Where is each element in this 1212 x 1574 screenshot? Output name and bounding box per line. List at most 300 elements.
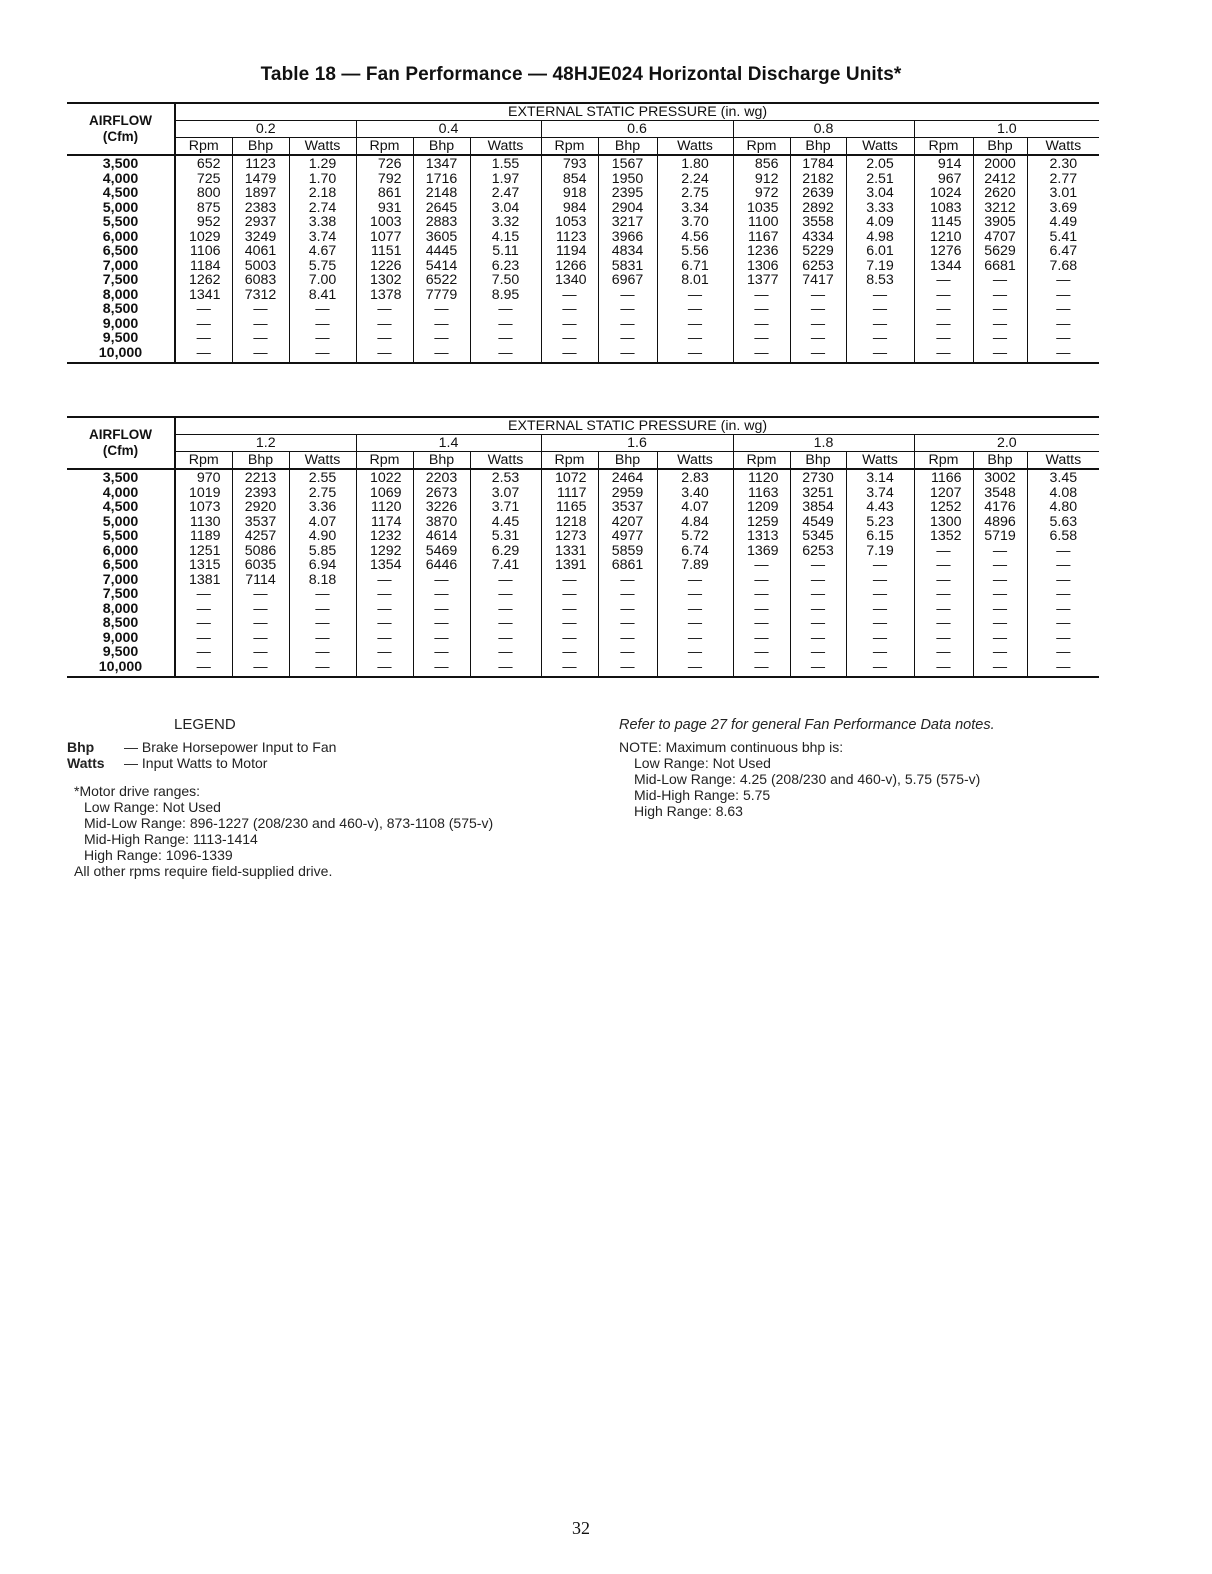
rpm-value: 1218 (541, 515, 598, 530)
airflow-value: 4,000 (102, 485, 139, 500)
rpm-value: — (175, 616, 232, 631)
rpm-value: — (914, 558, 973, 573)
rpm-value: 972 (733, 186, 790, 201)
bhp-value: 1950 (598, 172, 657, 187)
table-row (67, 616, 1099, 631)
pressure-header: 0.2 (175, 121, 356, 138)
watts-value: 2.55 (289, 469, 356, 486)
watts-value: — (846, 573, 914, 588)
legend-title: LEGEND (174, 716, 236, 733)
rpm-value: 1210 (914, 230, 973, 245)
column-header-watts: Watts (657, 138, 733, 156)
watts-value: — (1027, 573, 1099, 588)
rpm-value: — (175, 331, 232, 346)
airflow-value: 9,000 (102, 630, 139, 645)
bhp-value: — (413, 302, 470, 317)
rpm-value: 1381 (175, 573, 232, 588)
watts-value: 1.80 (657, 155, 733, 172)
table-row (67, 346, 1099, 364)
watts-value: — (846, 587, 914, 602)
rpm-value: — (356, 317, 413, 332)
table-row (67, 602, 1099, 617)
rpm-value: 952 (175, 215, 232, 230)
bhp-value: — (790, 645, 846, 660)
rpm-value: 1300 (914, 515, 973, 530)
rpm-value: 1003 (356, 215, 413, 230)
table-row (67, 500, 1099, 515)
watts-value: 4.08 (1027, 486, 1099, 501)
watts-value: — (846, 558, 914, 573)
watts-value: — (846, 288, 914, 303)
table-row (67, 587, 1099, 602)
watts-value: — (1027, 602, 1099, 617)
watts-value: 1.29 (289, 155, 356, 172)
rpm-value: 1259 (733, 515, 790, 530)
column-header-rpm: Rpm (175, 452, 232, 470)
airflow-label: AIRFLOW (89, 113, 152, 128)
airflow-value: 4,000 (102, 171, 139, 186)
watts-value: — (470, 317, 541, 332)
rpm-value: 1184 (175, 259, 232, 274)
rpm-value: 856 (733, 155, 790, 172)
table-row (67, 244, 1099, 259)
watts-value: 7.19 (846, 544, 914, 559)
watts-value: 6.58 (1027, 529, 1099, 544)
watts-value: 2.51 (846, 172, 914, 187)
airflow-value: 6,000 (102, 543, 139, 558)
bhp-value: 1897 (232, 186, 289, 201)
bhp-value: — (973, 544, 1027, 559)
bhp-value: — (790, 331, 846, 346)
bhp-value: 6967 (598, 273, 657, 288)
bhp-value: — (598, 317, 657, 332)
rpm-value: 1340 (541, 273, 598, 288)
bhp-value: 7779 (413, 288, 470, 303)
bhp-value: 3905 (973, 215, 1027, 230)
rpm-value: 1341 (175, 288, 232, 303)
note-line: Low Range: Not Used (634, 755, 771, 771)
bhp-value: 2203 (413, 469, 470, 486)
pressure-header: 1.6 (541, 435, 733, 452)
watts-value: 4.43 (846, 500, 914, 515)
pressure-header: 0.8 (733, 121, 914, 138)
rpm-value: 1236 (733, 244, 790, 259)
airflow-value: 6,500 (102, 558, 139, 573)
watts-value: — (289, 331, 356, 346)
bhp-value: 7312 (232, 288, 289, 303)
watts-value: — (289, 645, 356, 660)
watts-value: — (289, 631, 356, 646)
pressure-header: 1.8 (733, 435, 914, 452)
watts-value: 3.07 (470, 486, 541, 501)
rpm-value: — (733, 616, 790, 631)
airflow-value: 5,500 (102, 215, 139, 230)
rpm-value: 1019 (175, 486, 232, 501)
bhp-value: 3249 (232, 230, 289, 245)
bhp-value: — (232, 346, 289, 364)
rpm-value: 1369 (733, 544, 790, 559)
bhp-value: 5414 (413, 259, 470, 274)
watts-value: 3.40 (657, 486, 733, 501)
bhp-value: 4896 (973, 515, 1027, 530)
bhp-value: 2673 (413, 486, 470, 501)
esp-header-row (67, 417, 1099, 435)
motor-drive-footnote (74, 783, 493, 879)
watts-value: — (289, 346, 356, 364)
bhp-value: 2412 (973, 172, 1027, 187)
watts-value: — (470, 331, 541, 346)
watts-value: 6.01 (846, 244, 914, 259)
watts-value: 2.24 (657, 172, 733, 187)
rpm-value: 1053 (541, 215, 598, 230)
column-header-rpm: Rpm (541, 452, 598, 470)
bhp-value: 2959 (598, 486, 657, 501)
watts-value: 5.31 (470, 529, 541, 544)
pressure-header: 1.0 (914, 121, 1099, 138)
rpm-value: — (541, 602, 598, 617)
watts-value: 4.49 (1027, 215, 1099, 230)
watts-value: — (846, 331, 914, 346)
legend-definition: — Brake Horsepower Input to Fan (124, 739, 337, 755)
table-row (67, 302, 1099, 317)
table-row (67, 660, 1099, 678)
bhp-value: 4207 (598, 515, 657, 530)
bhp-value: 3251 (790, 486, 846, 501)
bhp-value: 3226 (413, 500, 470, 515)
airflow-value: 6,000 (102, 229, 139, 244)
rpm-value: 1029 (175, 230, 232, 245)
column-header-bhp: Bhp (790, 138, 846, 156)
bhp-value: 1123 (232, 155, 289, 172)
airflow-header (67, 103, 175, 155)
rpm-value: — (914, 544, 973, 559)
rpm-value: 1194 (541, 244, 598, 259)
watts-value: 7.19 (846, 259, 914, 274)
rpm-value: — (175, 602, 232, 617)
watts-value: 3.01 (1027, 186, 1099, 201)
esp-header: EXTERNAL STATIC PRESSURE (in. wg) (175, 417, 1099, 435)
bhp-value: 1479 (232, 172, 289, 187)
watts-value: 7.41 (470, 558, 541, 573)
bhp-value: 2000 (973, 155, 1027, 172)
watts-value: — (1027, 631, 1099, 646)
bhp-value: 1784 (790, 155, 846, 172)
table-row (67, 201, 1099, 216)
bhp-value: 4549 (790, 515, 846, 530)
rpm-value: — (914, 302, 973, 317)
max-bhp-note (619, 739, 980, 819)
rpm-value: — (175, 645, 232, 660)
watts-value: — (1027, 331, 1099, 346)
watts-value: 3.32 (470, 215, 541, 230)
airflow-value: 9,000 (102, 316, 139, 331)
footnote-heading: *Motor drive ranges: (74, 783, 201, 799)
rpm-value: 1035 (733, 201, 790, 216)
bhp-value: 4707 (973, 230, 1027, 245)
bhp-value: — (232, 331, 289, 346)
watts-value: — (657, 317, 733, 332)
airflow-value: 7,500 (102, 587, 139, 602)
table-row (67, 172, 1099, 187)
column-header-rpm: Rpm (733, 138, 790, 156)
rpm-value: 1106 (175, 244, 232, 259)
column-header-rpm: Rpm (914, 452, 973, 470)
watts-value: — (657, 660, 733, 678)
airflow-value: 4,500 (102, 186, 139, 201)
watts-value: 3.70 (657, 215, 733, 230)
watts-value: 2.77 (1027, 172, 1099, 187)
watts-value: — (1027, 616, 1099, 631)
rpm-value: 854 (541, 172, 598, 187)
table-row (67, 631, 1099, 646)
rpm-value: — (175, 587, 232, 602)
bhp-value: — (598, 616, 657, 631)
watts-value: 2.75 (289, 486, 356, 501)
watts-value: 4.07 (657, 500, 733, 515)
rpm-value: — (541, 631, 598, 646)
watts-value: — (470, 302, 541, 317)
airflow-value: 8,500 (102, 302, 139, 317)
refer-note: Refer to page 27 for general Fan Performance Data notes. (619, 717, 995, 733)
column-header-bhp: Bhp (413, 138, 470, 156)
watts-value: 2.53 (470, 469, 541, 486)
watts-value: — (470, 587, 541, 602)
bhp-value: — (598, 645, 657, 660)
rpm-value: 1163 (733, 486, 790, 501)
watts-value: — (657, 616, 733, 631)
footnote-closing: All other rpms require field-supplied drive. (74, 863, 333, 879)
bhp-value: — (413, 573, 470, 588)
note-line: Mid-High Range: 5.75 (634, 787, 771, 803)
table-row (67, 331, 1099, 346)
bhp-value: 3537 (598, 500, 657, 515)
bhp-value: 4176 (973, 500, 1027, 515)
bhp-value: — (790, 631, 846, 646)
bhp-value: 2620 (973, 186, 1027, 201)
legend-abbr: Watts (67, 755, 105, 771)
rpm-value: 1262 (175, 273, 232, 288)
airflow-value: 7,000 (102, 572, 139, 587)
watts-value: — (1027, 288, 1099, 303)
rpm-value: — (733, 317, 790, 332)
bhp-value: 2892 (790, 201, 846, 216)
rpm-value: 861 (356, 186, 413, 201)
rpm-value: — (914, 602, 973, 617)
esp-header: EXTERNAL STATIC PRESSURE (in. wg) (175, 103, 1099, 121)
watts-value: — (657, 645, 733, 660)
rpm-value: 914 (914, 155, 973, 172)
rpm-value: — (914, 660, 973, 678)
rpm-value: 1024 (914, 186, 973, 201)
bhp-value: — (973, 346, 1027, 364)
bhp-value: 3537 (232, 515, 289, 530)
rpm-value: 967 (914, 172, 973, 187)
note-line: High Range: 8.63 (634, 803, 743, 819)
column-header-watts: Watts (470, 452, 541, 470)
rpm-value: 1174 (356, 515, 413, 530)
bhp-value: — (973, 558, 1027, 573)
table-row (67, 230, 1099, 245)
watts-value: 3.74 (846, 486, 914, 501)
bhp-value: — (413, 631, 470, 646)
bhp-value: — (790, 302, 846, 317)
rpm-value: 1083 (914, 201, 973, 216)
rpm-value: 652 (175, 155, 232, 172)
rpm-value: — (733, 645, 790, 660)
bhp-value: — (973, 317, 1027, 332)
watts-value: 2.74 (289, 201, 356, 216)
rpm-value: 1123 (541, 230, 598, 245)
rpm-value: 1232 (356, 529, 413, 544)
bhp-value: — (973, 273, 1027, 288)
watts-value: — (289, 660, 356, 678)
rpm-value: — (356, 346, 413, 364)
rpm-value: — (356, 602, 413, 617)
rpm-value: 984 (541, 201, 598, 216)
rpm-value: 1391 (541, 558, 598, 573)
column-header-rpm: Rpm (914, 138, 973, 156)
rpm-value: 875 (175, 201, 232, 216)
watts-value: 3.69 (1027, 201, 1099, 216)
bhp-value: 2904 (598, 201, 657, 216)
rpm-value: — (541, 587, 598, 602)
watts-value: — (846, 631, 914, 646)
watts-value: — (846, 317, 914, 332)
bhp-value: — (413, 602, 470, 617)
bhp-value: — (790, 573, 846, 588)
rpm-value: 1378 (356, 288, 413, 303)
rpm-value: — (914, 573, 973, 588)
bhp-value: 2148 (413, 186, 470, 201)
rpm-value: 912 (733, 172, 790, 187)
bhp-value: 2730 (790, 469, 846, 486)
bhp-value: — (232, 631, 289, 646)
rpm-value: 1266 (541, 259, 598, 274)
note-line: Mid-Low Range: 4.25 (208/230 and 460-v), 5.75 (575-v) (634, 771, 981, 787)
bhp-value: 1716 (413, 172, 470, 187)
watts-value: — (289, 587, 356, 602)
bhp-value: — (598, 660, 657, 678)
column-header-row (67, 138, 1099, 156)
table-row (67, 155, 1099, 172)
table-row (67, 645, 1099, 660)
rpm-value: 1073 (175, 500, 232, 515)
column-header-watts: Watts (289, 452, 356, 470)
watts-value: — (1027, 660, 1099, 678)
rpm-value: 931 (356, 201, 413, 216)
watts-value: 5.56 (657, 244, 733, 259)
rpm-value: — (356, 573, 413, 588)
table-row (67, 486, 1099, 501)
rpm-value: — (914, 616, 973, 631)
rpm-value: — (541, 660, 598, 678)
airflow-value: 10,000 (67, 660, 175, 678)
watts-value: — (657, 288, 733, 303)
column-header-watts: Watts (289, 138, 356, 156)
watts-value: 5.23 (846, 515, 914, 530)
bhp-value: 3212 (973, 201, 1027, 216)
watts-value: 6.15 (846, 529, 914, 544)
bhp-value: — (598, 573, 657, 588)
airflow-value: 7,000 (102, 258, 139, 273)
watts-value: 4.09 (846, 215, 914, 230)
watts-value: 5.85 (289, 544, 356, 559)
bhp-value: — (790, 288, 846, 303)
bhp-value: — (598, 331, 657, 346)
airflow-value: 8,000 (102, 287, 139, 302)
table-row (67, 469, 1099, 486)
bhp-value: 5469 (413, 544, 470, 559)
rpm-value: 793 (541, 155, 598, 172)
table-row (67, 573, 1099, 588)
bhp-value: — (232, 317, 289, 332)
rpm-value: 1069 (356, 486, 413, 501)
watts-value: — (1027, 544, 1099, 559)
legend-item-watts (67, 755, 267, 771)
rpm-value: — (914, 645, 973, 660)
rpm-value: 1276 (914, 244, 973, 259)
watts-value: 3.38 (289, 215, 356, 230)
bhp-value: 6446 (413, 558, 470, 573)
column-header-bhp: Bhp (973, 452, 1027, 470)
column-header-watts: Watts (1027, 452, 1099, 470)
watts-value: 2.30 (1027, 155, 1099, 172)
bhp-value: — (790, 346, 846, 364)
bhp-value: 2213 (232, 469, 289, 486)
watts-value: 3.74 (289, 230, 356, 245)
bhp-value: 7417 (790, 273, 846, 288)
table-row (67, 515, 1099, 530)
bhp-value: 2645 (413, 201, 470, 216)
watts-value: 1.70 (289, 172, 356, 187)
bhp-value: — (413, 331, 470, 346)
watts-value: 1.55 (470, 155, 541, 172)
bhp-value: — (973, 660, 1027, 678)
bhp-value: 2883 (413, 215, 470, 230)
bhp-value: 4061 (232, 244, 289, 259)
watts-value: — (657, 631, 733, 646)
rpm-value: 1120 (733, 469, 790, 486)
bhp-value: 6035 (232, 558, 289, 573)
rpm-value: 1165 (541, 500, 598, 515)
watts-value: — (657, 346, 733, 364)
watts-value: 6.74 (657, 544, 733, 559)
watts-value: 4.45 (470, 515, 541, 530)
rpm-value: 1331 (541, 544, 598, 559)
airflow-value: 6,500 (102, 244, 139, 259)
watts-value: 4.90 (289, 529, 356, 544)
table-row (67, 186, 1099, 201)
watts-value: — (470, 602, 541, 617)
rpm-value: — (541, 331, 598, 346)
table-row (67, 215, 1099, 230)
bhp-value: — (790, 660, 846, 678)
rpm-value: 1166 (914, 469, 973, 486)
table-row (67, 288, 1099, 303)
rpm-value: 1344 (914, 259, 973, 274)
watts-value: 1.97 (470, 172, 541, 187)
rpm-value: — (914, 331, 973, 346)
watts-value: 6.23 (470, 259, 541, 274)
rpm-value: — (914, 317, 973, 332)
rpm-value: — (733, 331, 790, 346)
rpm-value: — (733, 631, 790, 646)
airflow-value: 3,500 (67, 155, 175, 172)
rpm-value: 1273 (541, 529, 598, 544)
bhp-value: — (598, 346, 657, 364)
rpm-value: 1354 (356, 558, 413, 573)
airflow-value: 3,500 (67, 469, 175, 486)
